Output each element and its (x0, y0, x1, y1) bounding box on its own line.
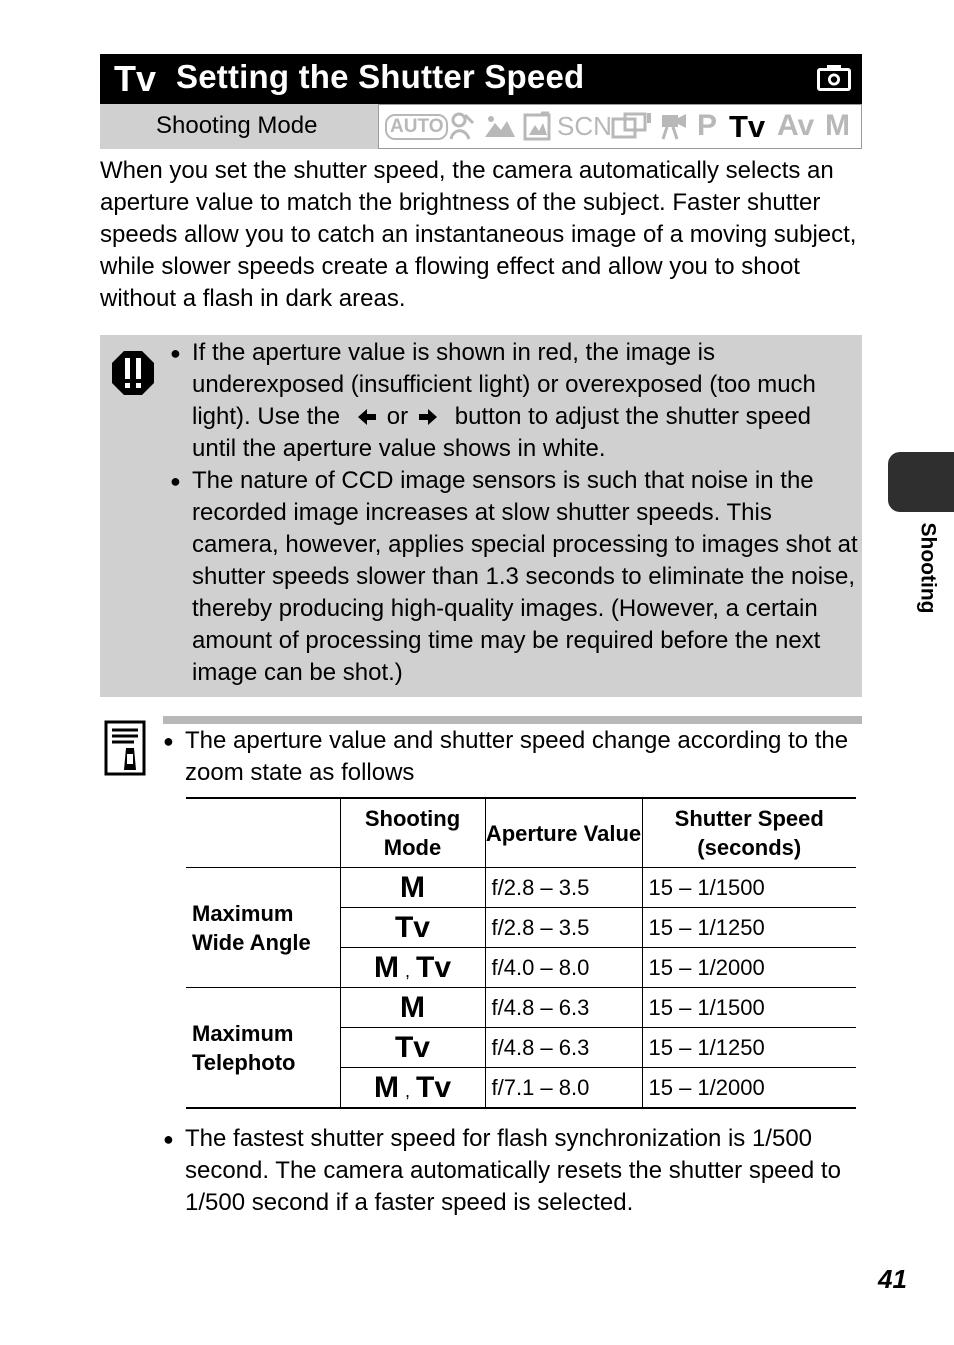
table-cell-aperture: f/2.8 – 3.5 (485, 908, 642, 948)
table-row (186, 988, 856, 1028)
mode-separator: , (404, 960, 410, 981)
stitch-assist-mode-icon (611, 111, 655, 141)
memo-icon (104, 720, 148, 776)
caution-item1-after: button to adjust the shutter speed until the aperture value shows in white. (192, 403, 812, 462)
table-row (186, 868, 856, 908)
mode-a: M (373, 1070, 399, 1104)
table-cell-aperture: f/4.8 – 6.3 (485, 1028, 642, 1068)
table-cell-aperture: f/7.1 – 8.0 (485, 1068, 642, 1109)
table-header-mode: Shooting Mode (340, 798, 485, 868)
table-header-blank (186, 798, 340, 868)
caution-item: ● The nature of CCD image sensors is such that noise in the recorded image increases at slow shutter speeds. This camera, however, applies special processing to images shot at shutter speeds slower than 1.3 seconds to eliminate the noise, thereby producing high-quality images. (However, a certain amount of processing time may be required before the next image can be shot.) (170, 465, 860, 689)
table-cell-shutter: 15 – 1/1500 (642, 868, 856, 908)
movie-mode-icon (659, 111, 689, 141)
intro-paragraph (100, 155, 860, 315)
section-tab-text: Shooting (916, 522, 940, 614)
memo-item: ● The fastest shutter speed for flash synchronization is 1/500 second. The camera automatically resets the shutter speed to 1/500 second if a faster speed is selected. (163, 1123, 863, 1219)
mode-auto-icon: AUTO (385, 114, 448, 140)
mode-a: M (373, 950, 399, 984)
title-bar (100, 54, 862, 104)
section-tab (888, 452, 954, 512)
table-cell-mode: M (340, 868, 485, 908)
table-cell-mode: M (340, 988, 485, 1028)
table-cell-shutter: 15 – 1/1500 (642, 988, 856, 1028)
table-cell-shutter: 15 – 1/2000 (642, 1068, 856, 1109)
table-cell-mode: Tv (340, 1028, 485, 1068)
memo-divider (163, 716, 862, 724)
mode-av-icon: Av (777, 109, 815, 142)
landscape-mode-icon (483, 113, 517, 139)
zoom-table (186, 797, 856, 1109)
table-header-aperture: Aperture Value (485, 798, 642, 868)
caution-item (170, 337, 860, 465)
mode-m-icon: M (825, 109, 850, 142)
memo-item: ● The aperture value and shutter speed change according to the zoom state as follows (163, 725, 858, 789)
caution-list (170, 337, 860, 689)
mode-separator: , (404, 1080, 410, 1101)
table-cell-shutter: 15 – 1/1250 (642, 1028, 856, 1068)
flash-sync-note (163, 1123, 863, 1219)
mode-tv-icon: Tv (729, 109, 766, 144)
table-header-row (186, 798, 856, 868)
section-tab-label (880, 520, 940, 630)
table-cell-mode (340, 1068, 485, 1109)
shooting-mode-icons (378, 104, 862, 149)
portrait-mode-icon (447, 111, 477, 141)
shooting-mode-label-cell (100, 104, 378, 149)
shooting-mode-label: Shooting Mode (156, 112, 318, 139)
caution-item1-or: or (386, 403, 409, 430)
shooting-mode-row (100, 104, 862, 149)
table-cell-shutter: 15 – 1/2000 (642, 948, 856, 988)
table-cell-mode: Tv (340, 908, 485, 948)
table-header-shutter: Shutter Speed (seconds) (642, 798, 856, 868)
mode-b: Tv (416, 1070, 452, 1104)
table-group-label: Maximum Telephoto (186, 988, 340, 1109)
caution-box (100, 335, 862, 697)
left-arrow-button-icon (357, 407, 377, 427)
caution-item1-before: If the aperture value is shown in red, the image is underexposed (insufficient light) or overexposed (too much light). Use the (192, 339, 816, 430)
table-group-label: Maximum Wide Angle (186, 868, 340, 988)
camera-icon (816, 64, 852, 92)
caution-icon (110, 349, 156, 397)
mode-b: Tv (416, 950, 452, 984)
table-cell-aperture: f/4.8 – 6.3 (485, 988, 642, 1028)
intro-text: When you set the shutter speed, the camera automatically selects an aperture value to match the brightness of the subject. Faster shutter speeds allow you to catch an instantaneous image of a moving subject, while slower speeds create a flowing effect and allow you to shoot without a flash in dark areas. (100, 157, 857, 312)
table-cell-shutter: 15 – 1/1250 (642, 908, 856, 948)
page-number: 41 (878, 1264, 907, 1294)
mode-p-icon: P (697, 109, 718, 142)
memo-text (163, 725, 858, 789)
mode-scn-icon: SCN (557, 111, 612, 141)
right-arrow-button-icon (418, 407, 438, 427)
table-cell-mode (340, 948, 485, 988)
page-title: Setting the Shutter Speed (176, 58, 585, 95)
night-scene-mode-icon (523, 111, 551, 141)
title-mode-symbol: Tv (114, 58, 157, 99)
table-cell-aperture: f/4.0 – 8.0 (485, 948, 642, 988)
table-cell-aperture: f/2.8 – 3.5 (485, 868, 642, 908)
